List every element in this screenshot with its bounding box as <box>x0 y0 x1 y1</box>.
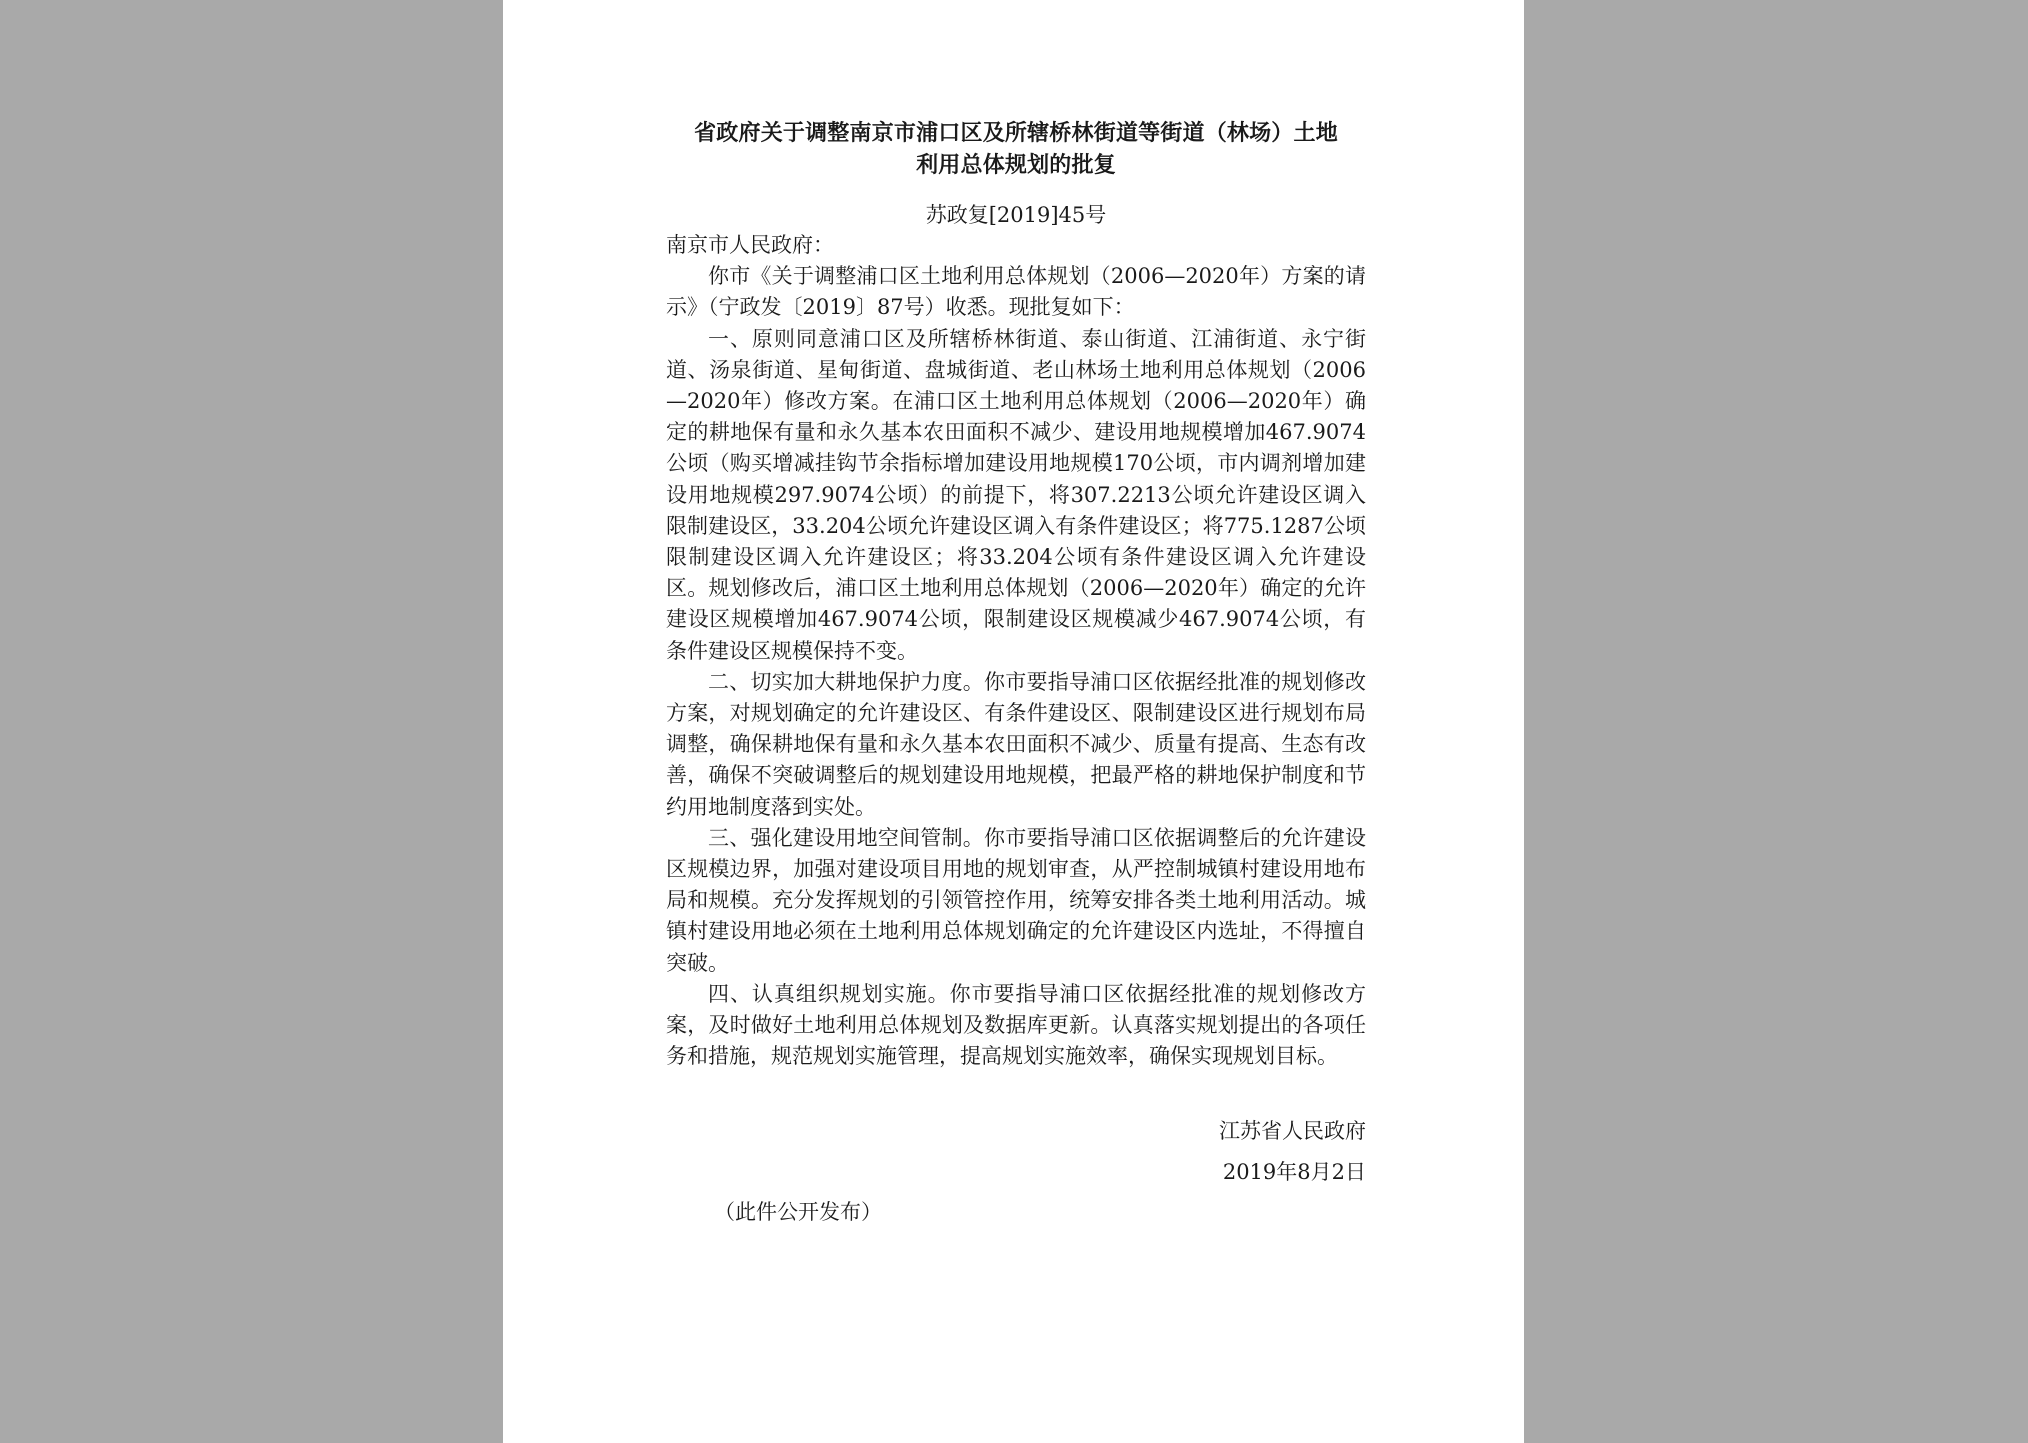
paragraph-item-3: 三、强化建设用地空间管制。你市要指导浦口区依据调整后的允许建设区规模边界，加强对建设项目用地的规划审查，从严控制城镇村建设用地布局和规模。充分发挥规划的引领管控作用，统筹安排各类土地利用活动。城镇村建设用地必须在土地利用总体规划确定的允许建设区内选址，不得擅自突破。 <box>666 825 1366 975</box>
paragraph-item-1: 一、原则同意浦口区及所辖桥林街道、泰山街道、江浦街道、永宁街道、汤泉街道、星甸街道、盘城街道、老山林场土地利用总体规划（2006—2020年）修改方案。在浦口区土地利用总体规划（2006—2020年）确定的耕地保有量和永久基本农田面积不减少、建设用地规模增加467.9074公顷（购买增减挂钩节余指标增加建设用地规模170公顷，市内调剂增加建设用地规模297.9074公顷）的前提下，将307.2213公顷允许建设区调入限制建设区，33.204公顷允许建设区调入有条件建设区；将775.1287公顷限制建设区调入允许建设区；将33.204公顷有条件建设区调入允许建设区。规划修改后，浦口区土地利用总体规划（2006—2020年）确定的允许建设区规模增加467.9074公顷，限制建设区规模减少467.9074公顷，有条件建设区规模保持不变。 <box>666 326 1366 663</box>
salutation: 南京市人民政府： <box>666 233 834 257</box>
paragraph-item-2: 二、切实加大耕地保护力度。你市要指导浦口区依据经批准的规划修改方案，对规划确定的允许建设区、有条件建设区、限制建设区进行规划布局调整，确保耕地保有量和永久基本农田面积不减少、质量有提高、生态有改善，确保不突破调整后的规划建设用地规模，把最严格的耕地保护制度和节约用地制度落到实处。 <box>666 669 1366 819</box>
signature-organization: 江苏省人民政府 <box>1219 1119 1366 1144</box>
paragraph-item-4: 四、认真组织规划实施。你市要指导浦口区依据经批准的规划修改方案，及时做好土地利用总体规划及数据库更新。认真落实规划提出的各项任务和措施，规范规划实施管理，提高规划实施效率，确保实现规划目标。 <box>666 981 1366 1069</box>
document-page <box>503 0 1524 1443</box>
public-release-note: （此件公开发布） <box>714 1200 882 1225</box>
document-content <box>666 118 1366 1228</box>
document-title-line-1: 省政府关于调整南京市浦口区及所辖桥林街道等街道（林场）土地 <box>694 121 1338 146</box>
paragraph-intro: 你市《关于调整浦口区土地利用总体规划（2006—2020年）方案的请示》（宁政发〔2019〕87号）收悉。现批复如下： <box>666 264 1366 320</box>
signature-date: 2019年8月2日 <box>1222 1160 1366 1185</box>
document-number: 苏政复[2019]45号 <box>925 203 1107 227</box>
document-title-line-2: 利用总体规划的批复 <box>916 153 1116 178</box>
